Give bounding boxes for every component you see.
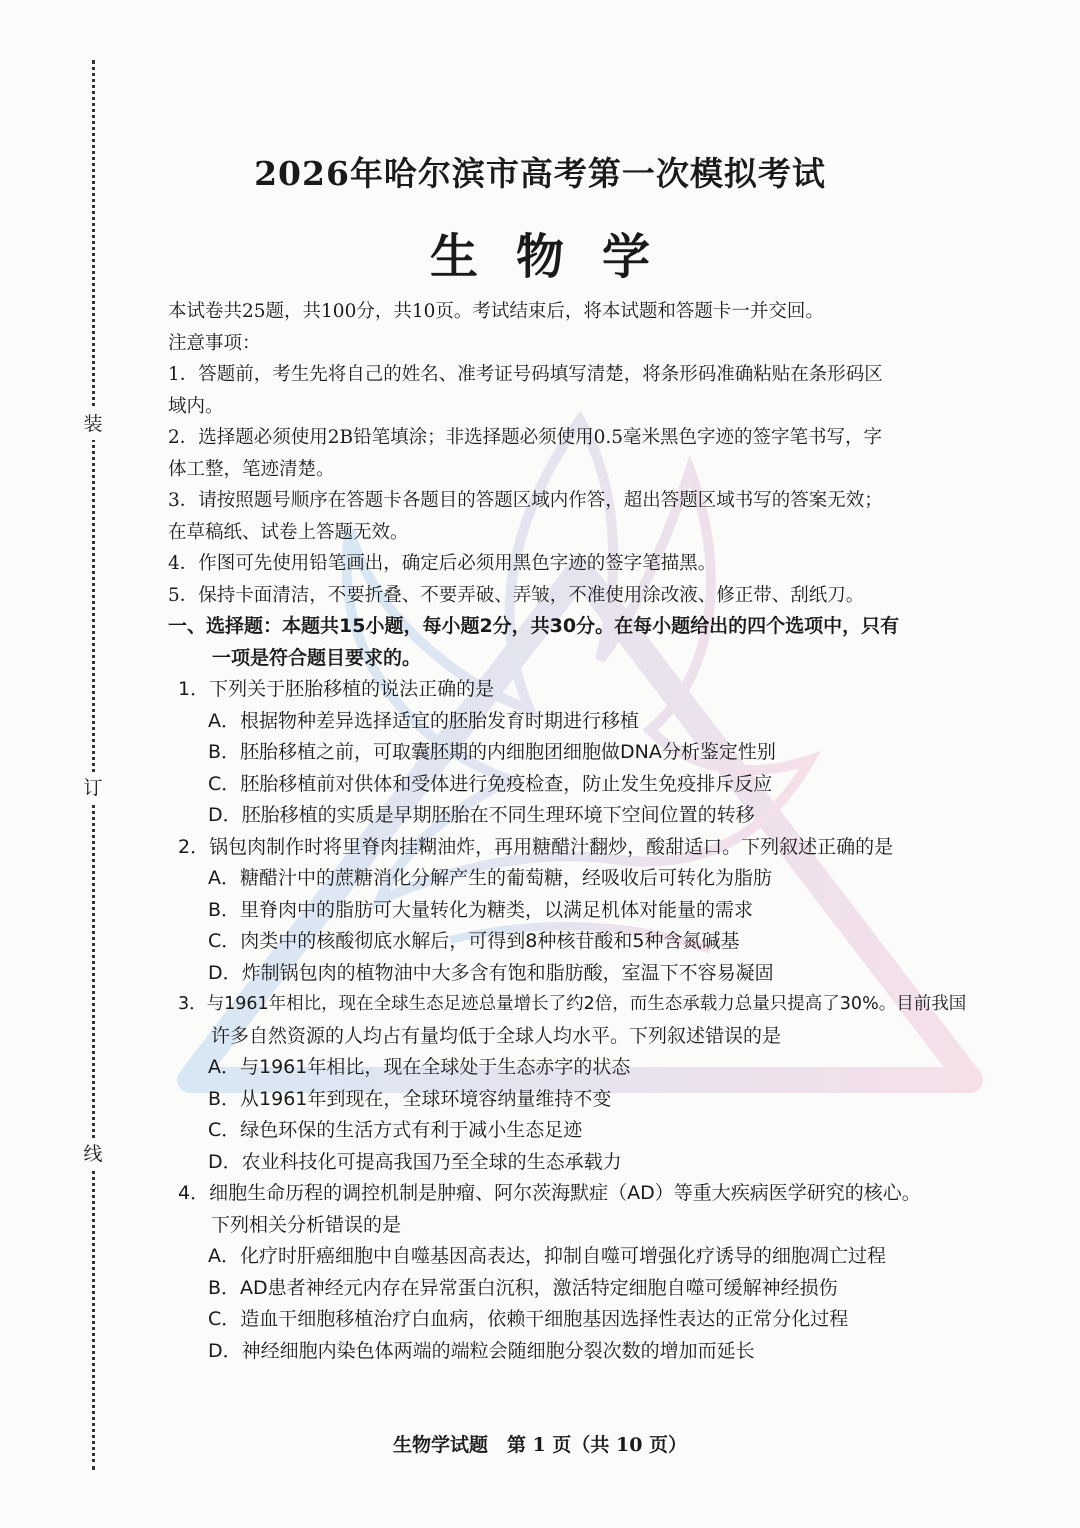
question-3-option-d: D．农业科技化可提高我国乃至全球的生态承载力	[208, 1150, 622, 1173]
question-1-option-a: A．根据物种差异选择适宜的胚胎发育时期进行移植	[208, 709, 639, 732]
note-line: 4．作图可先使用铅笔画出，确定后必须用黑色字迹的签字笔描黑。	[168, 553, 717, 574]
notes-heading: 注意事项：	[168, 332, 261, 354]
question-3-stem-cont: 许多自然资源的人均占有量均低于全球人均水平。下列叙述错误的是	[211, 1024, 782, 1047]
question-1-option-b: B．胚胎移植之前，可取囊胚期的内细胞团细胞做DNA分析鉴定性别	[208, 741, 776, 763]
note-line: 5．保持卡面清洁，不要折叠、不要弄破、弄皱，不准使用涂改液、修正带、刮纸刀。	[168, 584, 865, 606]
question-2-option-b: B．里脊肉中的脂肪可大量转化为糖类，以满足机体对能量的需求	[208, 898, 754, 921]
question-4-option-a: A．化疗时肝癌细胞中自噬基因高表达，抑制自噬可增强化疗诱导的细胞凋亡过程	[208, 1245, 886, 1267]
question-1-option-d: D．胚胎移植的实质是早期胚胎在不同生理环境下空间位置的转移	[208, 804, 755, 826]
question-1-stem: 1．下列关于胚胎移植的说法正确的是	[178, 678, 495, 700]
question-4-option-b: B．AD患者神经元内存在异常蛋白沉积，激活特定细胞自噬可缓解神经损伤	[208, 1276, 838, 1299]
note-line: 3．请按照题号顺序在答题卡各题目的答题区域内作答，超出答题区域书写的答案无效；	[168, 490, 883, 511]
section-heading: 一、选择题：本题共15小题，每小题2分，共30分。在每小题给出的四个选项中，只有	[168, 615, 900, 637]
question-2-option-a: A．糖醋汁中的蔗糖消化分解产生的葡萄糖，经吸收后可转化为脂肪	[208, 867, 772, 889]
binding-mark-zhuang: 装	[78, 408, 108, 440]
question-4-stem-cont: 下列相关分析错误的是	[211, 1213, 402, 1236]
subject-title: 生物学	[429, 229, 688, 285]
note-line: 体工整，笔迹清楚。	[168, 458, 335, 480]
question-3-option-a: A．与1961年相比，现在全球处于生态赤字的状态	[208, 1056, 631, 1078]
note-line: 2．选择题必须使用2B铅笔填涂；非选择题必须使用0.5毫米黑色字迹的签字笔书写，字	[168, 427, 883, 448]
question-3-option-c: C．绿色环保的生活方式有利于减小生态足迹	[208, 1119, 583, 1141]
question-4-stem: 4．细胞生命历程的调控机制是肿瘤、阿尔茨海默症（AD）等重大疾病医学研究的核心。	[178, 1182, 921, 1204]
question-2-option-d: D．炸制锅包肉的植物油中大多含有饱和脂肪酸，室温下不容易凝固	[208, 961, 774, 984]
section-heading-cont: 一项是符合题目要求的。	[212, 646, 422, 669]
exam-title: 2026年哈尔滨市高考第一次模拟考试	[254, 154, 826, 193]
note-line: 域内。	[168, 395, 224, 417]
intro-text: 本试卷共25题，共100分，共10页。考试结束后，将本试题和答题卡一并交回。	[168, 301, 824, 322]
note-line: 1．答题前，考生先将自己的姓名、准考证号码填写清楚，将条形码准确粘贴在条形码区	[168, 364, 883, 385]
exam-content	[168, 296, 998, 1367]
question-3-option-b: B．从1961年到现在，全球环境容纳量维持不变	[208, 1087, 612, 1110]
binding-mark-ding: 订	[78, 772, 108, 804]
page-footer: 生物学试题 第 1 页（共 10 页）	[392, 1434, 688, 1456]
question-2-stem: 2．锅包肉制作时将里脊肉挂糊油炸，再用糖醋汁翻炒，酸甜适口。下列叙述正确的是	[178, 835, 894, 858]
question-1-option-c: C．胚胎移植前对供体和受体进行免疫检查，防止发生免疫排斥反应	[208, 772, 773, 795]
question-2-option-c: C．肉类中的核酸彻底水解后，可得到8种核苷酸和5种含氮碱基	[208, 930, 740, 952]
question-4-option-c: C．造血干细胞移植治疗白血病，依赖干细胞基因选择性表达的正常分化过程	[208, 1308, 849, 1330]
question-3-stem: 3．与1961年相比，现在全球生态足迹总量增长了约2倍，而生态承载力总量只提高了30%。目前我国	[178, 994, 967, 1014]
note-line: 在草稿纸、试卷上答题无效。	[168, 521, 409, 543]
binding-mark-xian: 线	[78, 1138, 108, 1170]
question-4-option-d: D．神经细胞内染色体两端的端粒会随细胞分裂次数的增加而延长	[208, 1339, 755, 1362]
